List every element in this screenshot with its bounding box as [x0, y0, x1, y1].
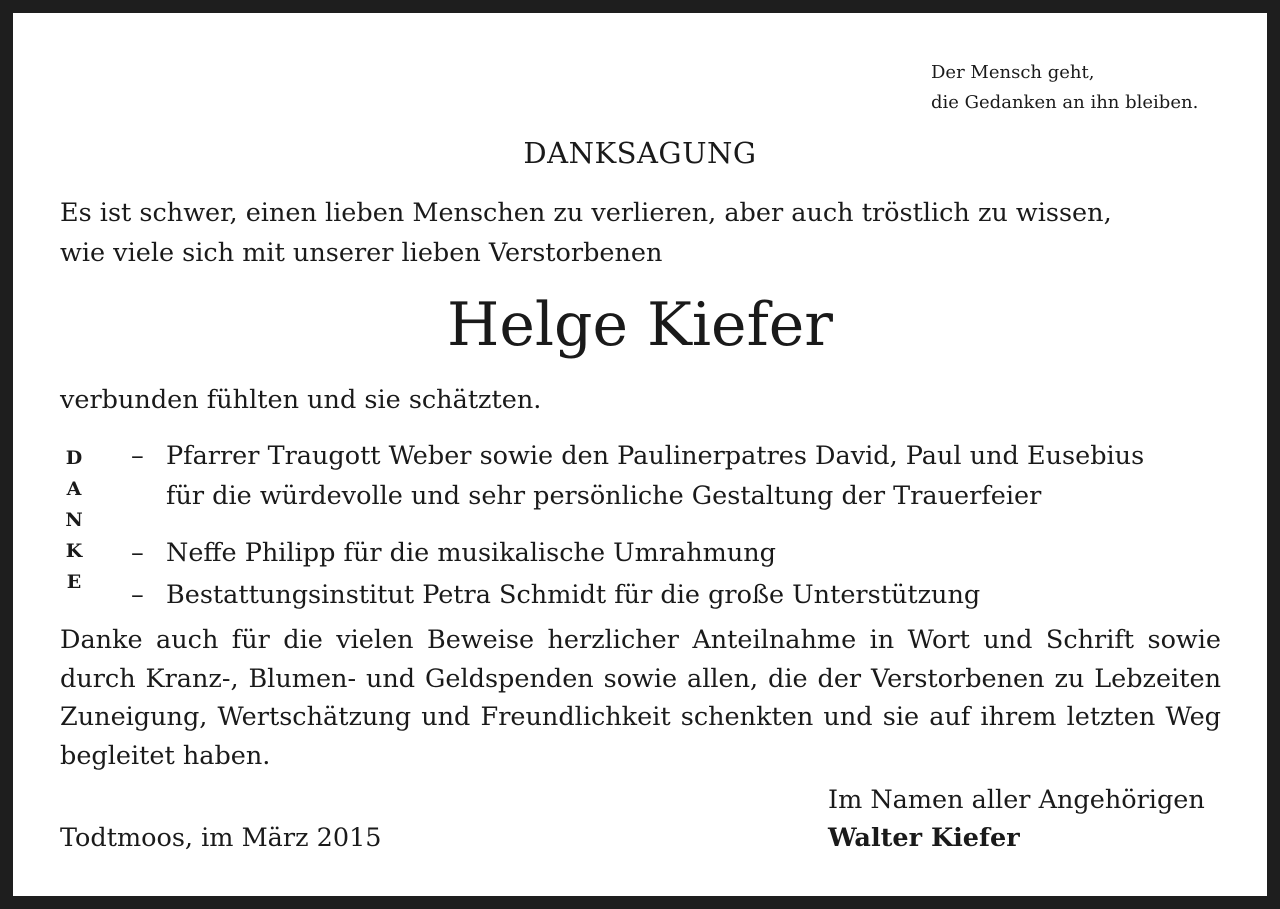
after-name-text: verbunden fühlten und sie schätzten. — [60, 385, 542, 415]
list-item-text — [166, 436, 1226, 516]
danke-acrostic — [63, 443, 85, 598]
list-dash: – — [131, 538, 144, 568]
deceased-name: Helge Kiefer — [447, 290, 833, 360]
list-item-text — [166, 533, 1226, 573]
list-item-text — [166, 575, 1226, 615]
intro-line-2: wie viele sich mit unserer lieben Verstorbenen — [60, 238, 663, 268]
intro-line-1: Es ist schwer, einen lieben Menschen zu verlieren, aber auch tröstlich zu wissen, — [60, 198, 1112, 228]
place-date: Todtmoos, im März 2015 — [60, 823, 382, 853]
acrostic-letter: E — [66, 571, 82, 593]
list-dash: – — [131, 441, 144, 471]
list-item-line: für die würdevolle und sehr persönliche Gestaltung der Trauerfeier — [166, 481, 1042, 511]
motto-line-1: Der Mensch geht, — [931, 62, 1095, 83]
closing-paragraph: Danke auch für die vielen Beweise herzlicher Anteilnahme in Wort und Schrift sowie durch Kranz-, Blumen- und Geldspenden sowie allen, die der Verstorbenen zu Lebzeiten Zuneigung, Wertschätzung und Freundlichkeit schenkten und sie auf ihrem letzten Weg begleitet haben. — [60, 625, 1221, 771]
list-item-line: Neffe Philipp für die musikalische Umrahmung — [166, 538, 776, 568]
obituary-card — [13, 13, 1267, 896]
motto-line-2: die Gedanken an ihn bleiben. — [931, 92, 1199, 113]
acrostic-letter: A — [66, 478, 82, 500]
acrostic-letter: K — [65, 540, 83, 562]
list-dash: – — [131, 580, 144, 610]
acrostic-letter: N — [65, 509, 83, 531]
list-item-line: Pfarrer Traugott Weber sowie den Paulinerpatres David, Paul und Eusebius — [166, 441, 1145, 471]
intro-paragraph — [60, 193, 1220, 273]
motto-quote — [931, 58, 1198, 118]
acrostic-letter: D — [65, 447, 83, 469]
list-item-line: Bestattungsinstitut Petra Schmidt für die große Unterstützung — [166, 580, 981, 610]
signature-block — [828, 781, 1205, 857]
signer-name: Walter Kiefer — [828, 823, 1020, 853]
page-title: DANKSAGUNG — [523, 136, 757, 170]
on-behalf-text: Im Namen aller Angehörigen — [828, 785, 1205, 815]
